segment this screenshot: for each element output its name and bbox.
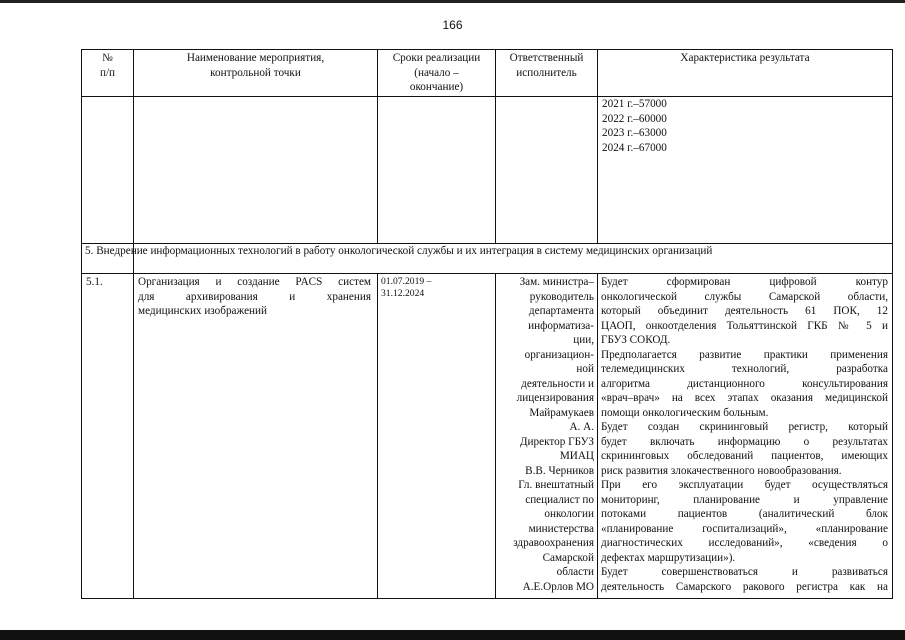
header-result: Характеристика результата [680, 52, 810, 64]
top-border [0, 0, 905, 3]
header-responsible: Ответственный исполнитель [509, 52, 584, 79]
header-timing: Сроки реализации (начало – окончание) [392, 52, 481, 93]
section-title: 5. Внедрение информационных технологий в работу онкологической службы и их интеграция в систему медицинских организаций [85, 245, 713, 257]
measure-name: Организация и создание PACS систем для архивирования и хранения медицинских изображений [138, 276, 371, 317]
page-number: 166 [442, 18, 463, 32]
row-number: 5.1. [86, 276, 103, 288]
measures-table [81, 49, 893, 599]
header-measure-name: Наименование мероприятия, контрольной точки [186, 52, 325, 79]
bottom-border [0, 630, 905, 640]
header-number: № п/п [99, 52, 116, 79]
timing-dates: 01.07.2019 – 31.12.2024 [381, 276, 432, 299]
result-description: Будет сформирован цифровой контур онкологической службы Самарской области, который объединит деятельность 61 ПОК, 12 ЦАОП, онкоотделения Тольяттинской ГКБ № 5 и ГБУЗ СОКОД. Предполагается развитие практики применения телемедицинских технологий, разработка алгоритма дистанционного консультирования «врач–врач» на всех этапах оказания медицинской помощи онкологическим больным. Будет создан скрининговый регистр, который будет включать информацию о результатах скрининговых обследований пациентов, имеющих риск развития злокачественного новообразования. При его эксплуатации будет осуществляться мониторинг, планирование и управление потоками пациентов (аналитический блок «планирование госпитализаций», «планирование диагностических исследований», «сведения о дефектах маршрутизации»). Будет совершенствоваться и развиваться деятельность Самарского ракового регистра как на [601, 276, 888, 593]
continuation-results: 2021 г.–57000 2022 г.–60000 2023 г.–63000 2024 г.–67000 [602, 98, 667, 154]
responsible-persons: Зам. министра– руководитель департамента информатиза- ции, организацион- ной деятельности и лицензирования Майрамукаев А. А. Директор ГБУЗ МИАЦ В.В. Черников Гл. внештатный специалист по онкологии министерства здравоохранения Самарской области А.Е.Орлов МО [513, 276, 594, 593]
